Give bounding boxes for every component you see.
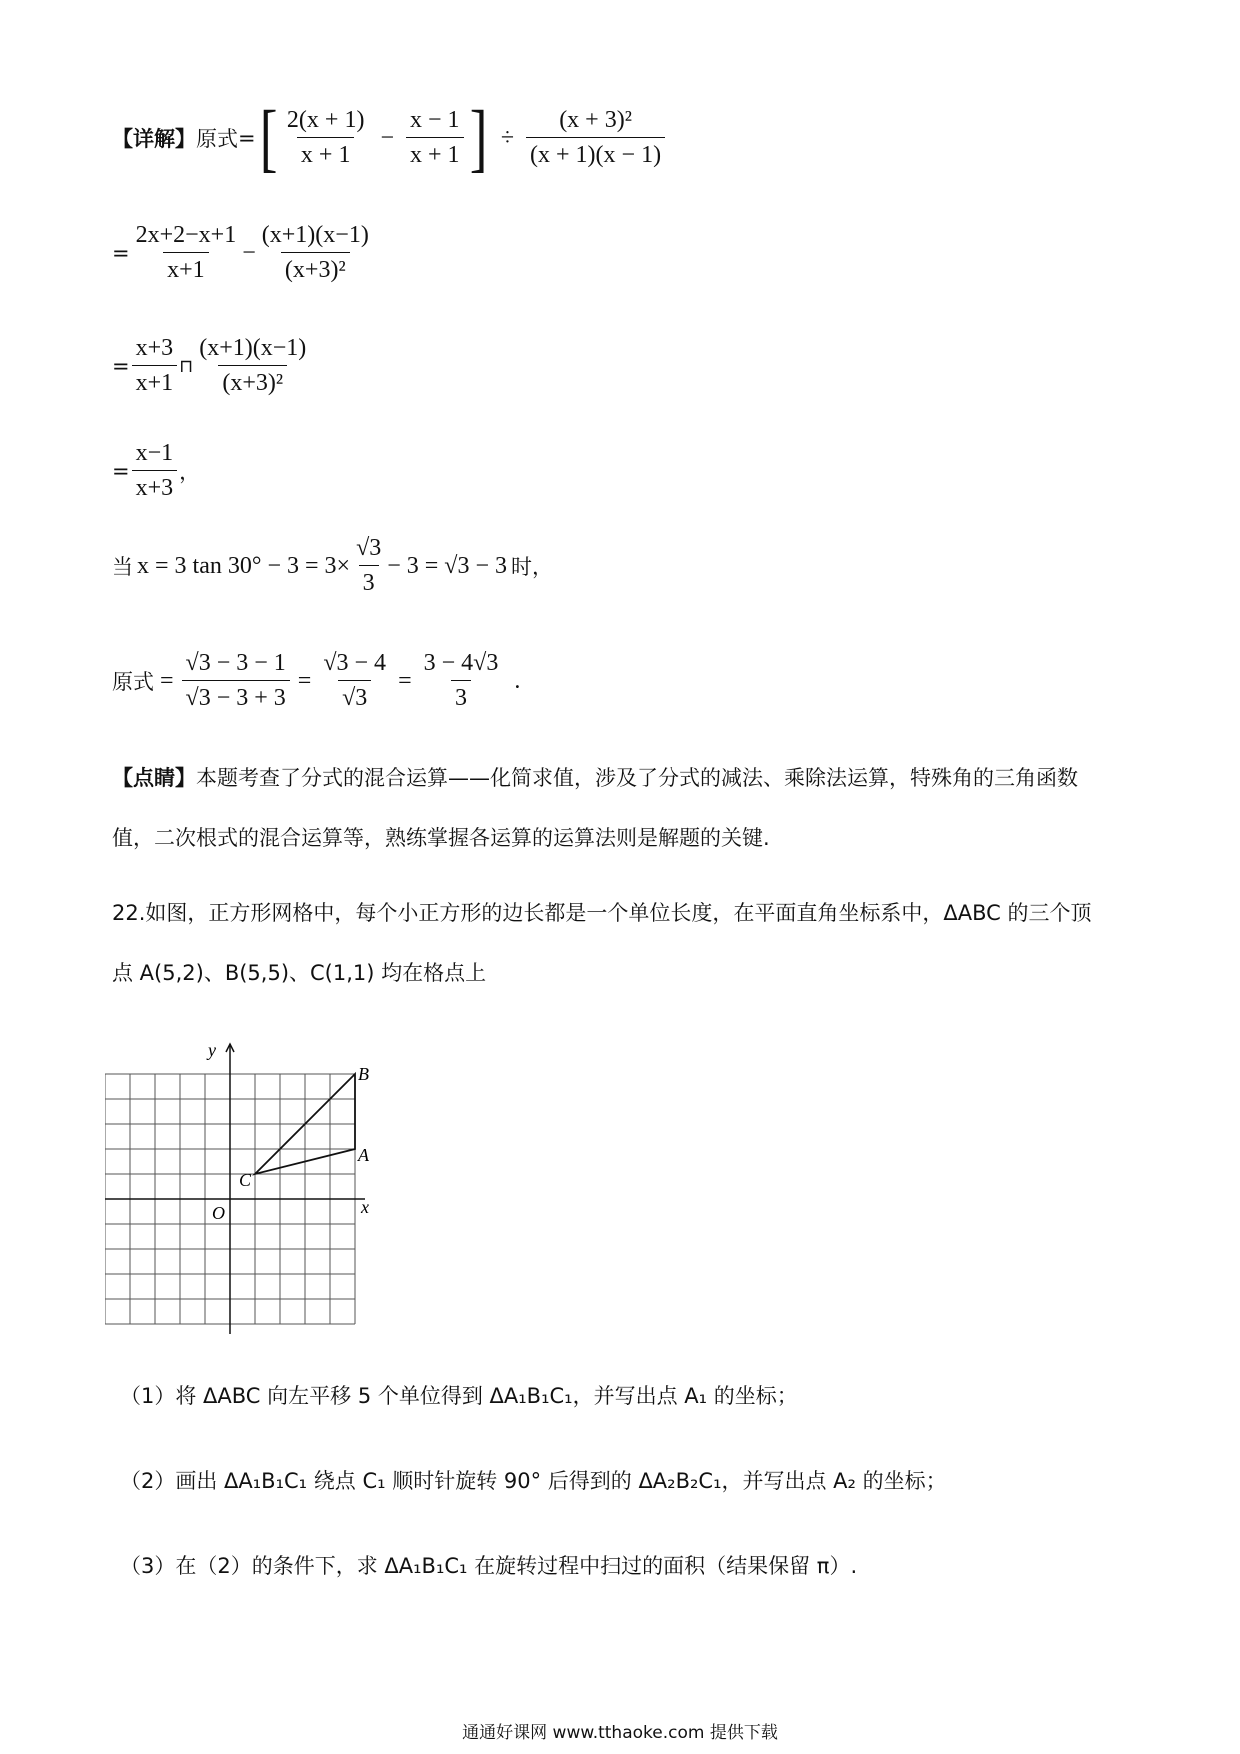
- origin-label: O: [212, 1203, 225, 1223]
- left-bracket: [: [259, 96, 278, 180]
- fraction: [352, 535, 385, 597]
- problem-22-line2: 点 A(5,2)、B(5,5)、C(1,1) 均在格点上: [112, 961, 487, 985]
- point-a-label: A: [358, 1145, 369, 1165]
- comma: ，: [179, 460, 201, 484]
- equals-sign: =: [160, 667, 174, 694]
- multiply-box-glyph: ⊓: [179, 355, 194, 376]
- fraction: [319, 650, 390, 712]
- question-2: （2）画出 ΔA₁B₁C₁ 绕点 C₁ 顺时针旋转 90° 后得到的 ΔA₂B₂C₁，并写出点 A₂ 的坐标；: [120, 1469, 947, 1493]
- y-axis-label: y: [208, 1040, 216, 1060]
- final-label: 原式: [112, 670, 154, 694]
- minus-sign: −: [380, 124, 394, 151]
- equals-sign: =: [398, 667, 412, 694]
- denominator: x+3: [132, 470, 178, 502]
- original-expr-label: 原式: [196, 127, 238, 151]
- denominator: x + 1: [406, 137, 464, 169]
- numerator: √3 − 3 − 1: [185, 650, 286, 676]
- comment-label: 【点睛】: [112, 766, 196, 790]
- final-result-line: [112, 650, 520, 712]
- detail-label: 【详解】: [112, 127, 196, 151]
- denominator: x + 1: [297, 137, 355, 169]
- comment-line2: 值，二次根式的混合运算等，熟练掌握各运算的运算法则是解题的关键.: [112, 826, 770, 850]
- solution-step1: [112, 96, 667, 180]
- fraction: [283, 107, 369, 169]
- equals-sign: =: [297, 667, 312, 694]
- numerator: (x+1)(x−1): [199, 335, 307, 361]
- operator-sign: −: [242, 239, 256, 266]
- question-3: （3）在（2）的条件下，求 ΔA₁B₁C₁ 在旋转过程中扫过的面积（结果保留 π）.: [120, 1554, 858, 1578]
- fraction: [258, 222, 373, 284]
- x-axis-label: x: [361, 1197, 369, 1217]
- denominator: 3: [451, 680, 471, 712]
- coordinate-grid-figure: [105, 1035, 425, 1335]
- fraction: [420, 650, 503, 712]
- denominator: √3 − 3 + 3: [182, 680, 290, 712]
- solution-step3: [112, 335, 312, 397]
- point-c-label: C: [239, 1170, 252, 1190]
- equals-sign: =: [112, 459, 130, 483]
- equals-sign: =: [112, 354, 130, 378]
- period: .: [514, 667, 521, 694]
- numerator: 3 − 4√3: [423, 650, 499, 676]
- fraction: [132, 440, 178, 502]
- numerator: √3: [356, 535, 382, 561]
- substitution-line: [112, 535, 553, 597]
- numerator: x+3: [135, 335, 174, 361]
- denominator: (x+3)²: [281, 252, 350, 284]
- comment-line1: [112, 762, 1132, 792]
- denominator: √3: [338, 680, 371, 712]
- when-suffix: 时，: [511, 555, 554, 579]
- problem-22-line1: 22.如图，正方形网格中，每个小正方形的边长都是一个单位长度，在平面直角坐标系中，ΔABC 的三个顶: [112, 901, 1092, 925]
- substitution-expr: x = 3 tan 30° − 3 = 3×: [137, 552, 351, 579]
- numerator: (x + 3)²: [559, 107, 632, 133]
- numerator: 2x+2−x+1: [135, 222, 237, 248]
- equals-sign: =: [238, 126, 256, 150]
- numerator: 2(x + 1): [286, 107, 365, 133]
- right-bracket: ]: [469, 96, 488, 180]
- solution-step4: [112, 440, 200, 502]
- axes: [105, 1044, 365, 1334]
- fraction: [132, 222, 241, 284]
- fraction: [132, 335, 178, 397]
- denominator: x+1: [163, 252, 209, 284]
- comment-text: 本题考查了分式的混合运算——化简求值，涉及了分式的减法、乘除法运算，特殊角的三角函数: [196, 766, 1078, 790]
- footer-text: 通通好课网 www.tthaoke.com 提供下载: [462, 1723, 778, 1743]
- fraction: [526, 107, 665, 169]
- substitution-result: − 3 = √3 − 3: [387, 552, 508, 579]
- when-prefix: 当: [112, 555, 133, 579]
- numerator: x−1: [135, 440, 174, 466]
- denominator: x+1: [132, 365, 178, 397]
- numerator: (x+1)(x−1): [261, 222, 369, 248]
- solution-step2: [112, 222, 375, 284]
- point-b-label: B: [358, 1064, 369, 1084]
- fraction: [406, 107, 464, 169]
- denominator: (x + 1)(x − 1): [526, 137, 665, 169]
- fraction: [195, 335, 310, 397]
- fraction: [182, 650, 290, 712]
- denominator: 3: [359, 565, 379, 597]
- question-1: （1）将 ΔABC 向左平移 5 个单位得到 ΔA₁B₁C₁，并写出点 A₁ 的坐标；: [120, 1384, 798, 1408]
- numerator: √3 − 4: [323, 650, 387, 676]
- divide-sign: ÷: [500, 124, 515, 151]
- equals-sign: =: [112, 241, 130, 265]
- denominator: (x+3)²: [218, 365, 287, 397]
- numerator: x − 1: [410, 107, 460, 133]
